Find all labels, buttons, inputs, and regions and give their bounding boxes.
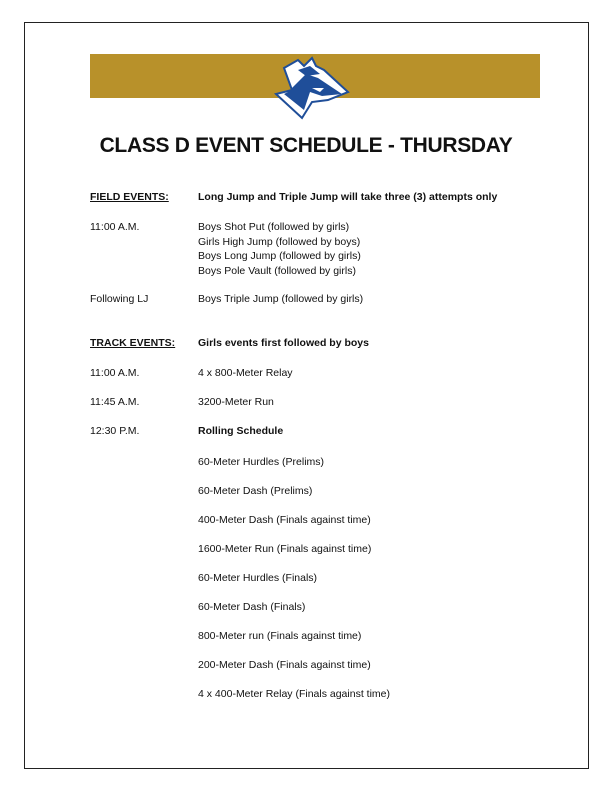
rolling-event: 200-Meter Dash (Finals against time) xyxy=(198,659,371,671)
track-events-heading: TRACK EVENTS: xyxy=(90,337,176,349)
field-time: 11:00 A.M. xyxy=(90,221,140,233)
rolling-event: 60-Meter Dash (Prelims) xyxy=(198,485,313,497)
field-events-note: Long Jump and Triple Jump will take three (3) attempts only xyxy=(198,191,498,203)
rolling-event: 60-Meter Hurdles (Prelims) xyxy=(198,456,325,468)
rolling-schedule-label: Rolling Schedule xyxy=(198,425,284,437)
field-event: Boys Long Jump (followed by girls) xyxy=(198,250,361,262)
field-time: Following LJ xyxy=(90,293,149,305)
field-event: Boys Triple Jump (followed by girls) xyxy=(198,293,364,305)
rolling-event: 800-Meter run (Finals against time) xyxy=(198,630,362,642)
page-title: CLASS D EVENT SCHEDULE - THURSDAY xyxy=(99,134,513,157)
rolling-event: 60-Meter Dash (Finals) xyxy=(198,601,306,613)
rolling-event: 60-Meter Hurdles (Finals) xyxy=(198,572,318,584)
track-event: 4 x 800-Meter Relay xyxy=(198,367,293,379)
track-time: 11:00 A.M. xyxy=(90,367,140,379)
field-events-heading: FIELD EVENTS: xyxy=(90,191,169,203)
rolling-event: 400-Meter Dash (Finals against time) xyxy=(198,514,371,526)
wolf-logo-icon xyxy=(262,52,358,124)
field-event: Boys Shot Put (followed by girls) xyxy=(198,221,350,233)
field-event: Girls High Jump (followed by boys) xyxy=(198,235,361,248)
track-time: 11:45 A.M. xyxy=(90,396,140,408)
field-event: Boys Pole Vault (followed by girls) xyxy=(198,264,356,277)
track-events-note: Girls events first followed by boys xyxy=(198,337,369,349)
rolling-event: 1600-Meter Run (Finals against time) xyxy=(198,543,372,555)
track-event: 3200-Meter Run xyxy=(198,396,274,408)
rolling-event: 4 x 400-Meter Relay (Finals against time) xyxy=(198,688,390,700)
track-time: 12:30 P.M. xyxy=(90,425,140,437)
